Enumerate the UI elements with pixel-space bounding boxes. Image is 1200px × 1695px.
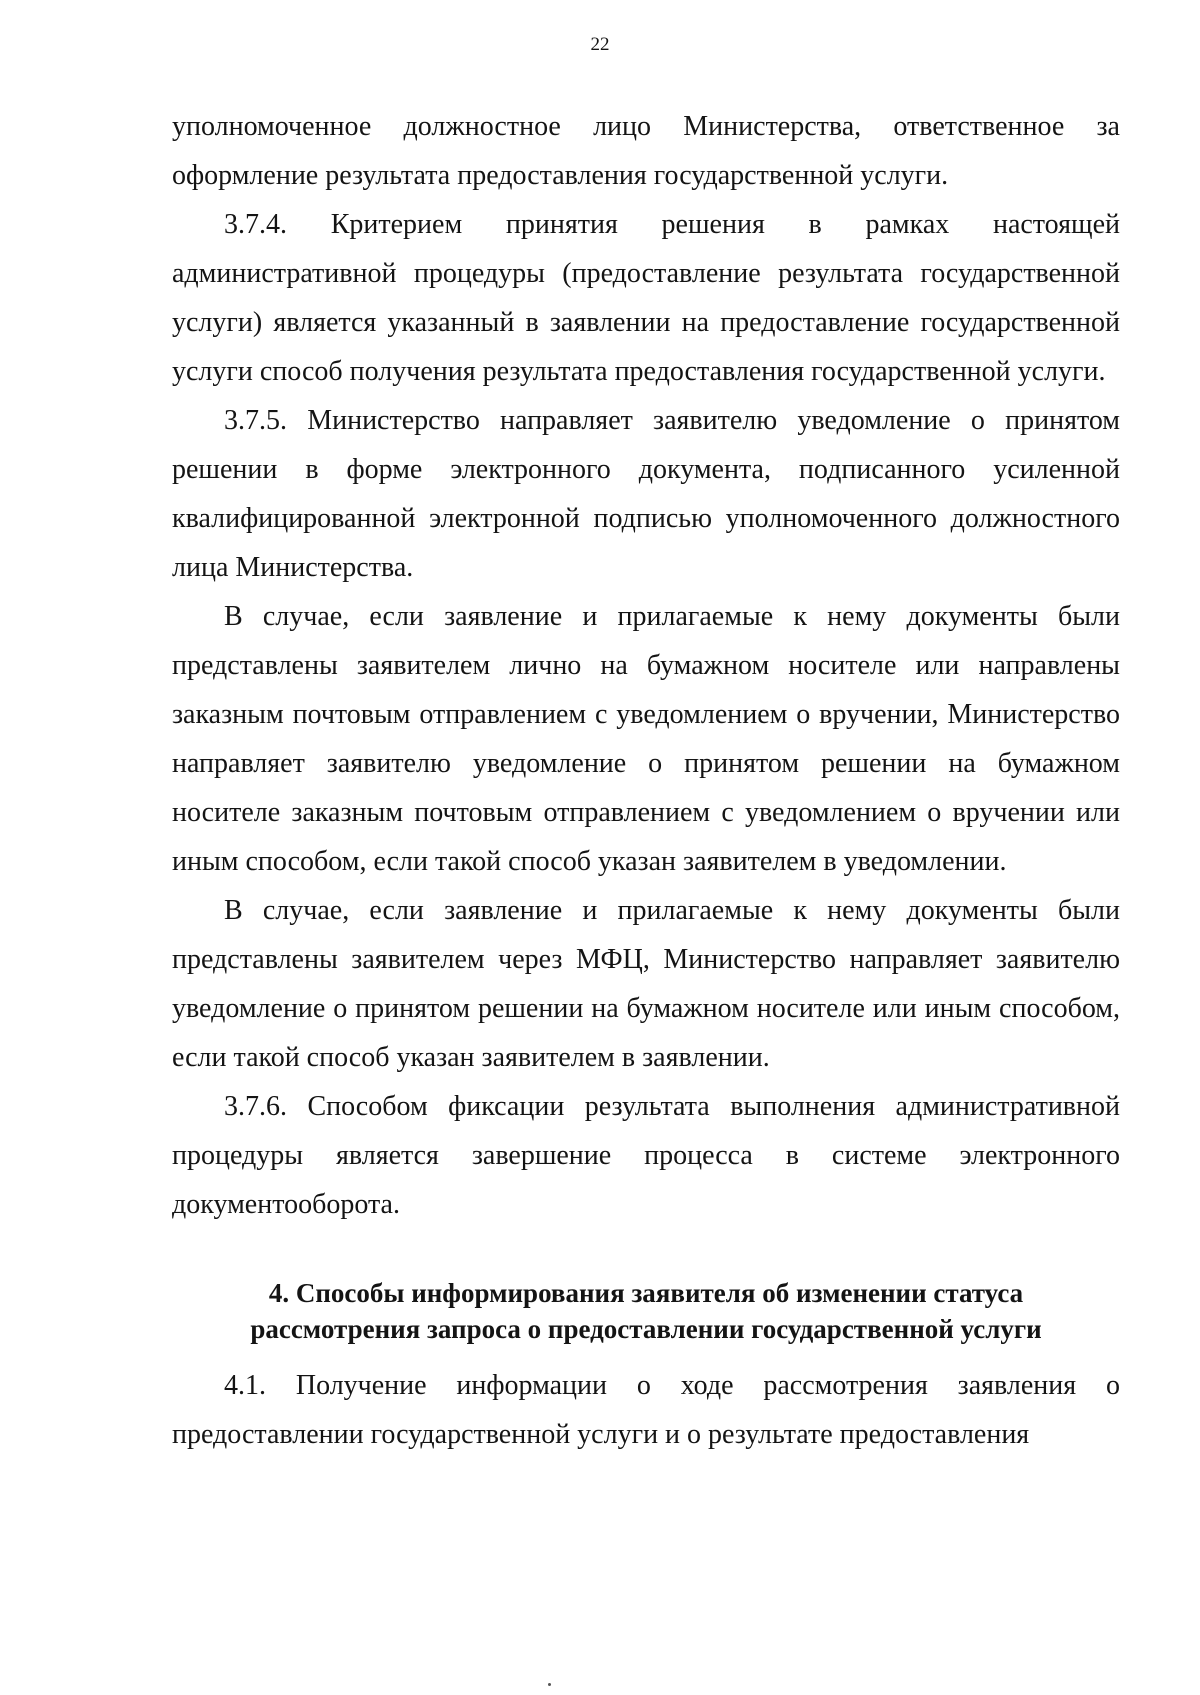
paragraph-3-7-6: 3.7.6. Способом фиксации результата выполнения административной процедуры является завершение процесса в системе электронного документооборота. (172, 1091, 1120, 1220)
section-heading (172, 1275, 1120, 1347)
scan-speck (548, 1683, 551, 1686)
paragraph-continuation: уполномоченное должностное лицо Министерства, ответственное за оформление результата предоставления государственной услуги. (172, 111, 1120, 191)
page-number: 22 (590, 34, 610, 55)
paragraph-paper-notice: В случае, если заявление и прилагаемые к нему документы были представлены заявителем лично на бумажном носителе или направлены заказным почтовым отправлением с уведомлением о вручении, Министерство направляет заявителю уведомление о принятом решении на бумажном носителе заказным почтовым отправлением с уведомлением о вручении или иным способом, если такой способ указан заявителем в уведомлении. (172, 601, 1120, 877)
paragraph-3-7-5: 3.7.5. Министерство направляет заявителю уведомление о принятом решении в форме электронного документа, подписанного усиленной квалифицированной электронной подписью уполномоченного должностного лица Министерства. (172, 405, 1120, 583)
section-heading-line-2: рассмотрения запроса о предоставлении государственной услуги (250, 1314, 1042, 1344)
paragraph-4-1: 4.1. Получение информации о ходе рассмотрения заявления о предоставлении государственной услуги и о результате предоставления (172, 1370, 1120, 1450)
section-heading-line-1: 4. Способы информирования заявителя об изменении статуса (268, 1278, 1024, 1308)
paragraph-mfc-notice: В случае, если заявление и прилагаемые к нему документы были представлены заявителем через МФЦ, Министерство направляет заявителю уведомление о принятом решении на бумажном носителе или иным способом, если такой способ указан заявителем в заявлении. (172, 895, 1120, 1073)
paragraph-3-7-4: 3.7.4. Критерием принятия решения в рамках настоящей административной процедуры (предоставление результата государственной услуги) является указанный в заявлении на предоставление государственной услуги способ получения результата предоставления государственной услуги. (172, 209, 1120, 387)
document-body (172, 102, 1120, 1459)
